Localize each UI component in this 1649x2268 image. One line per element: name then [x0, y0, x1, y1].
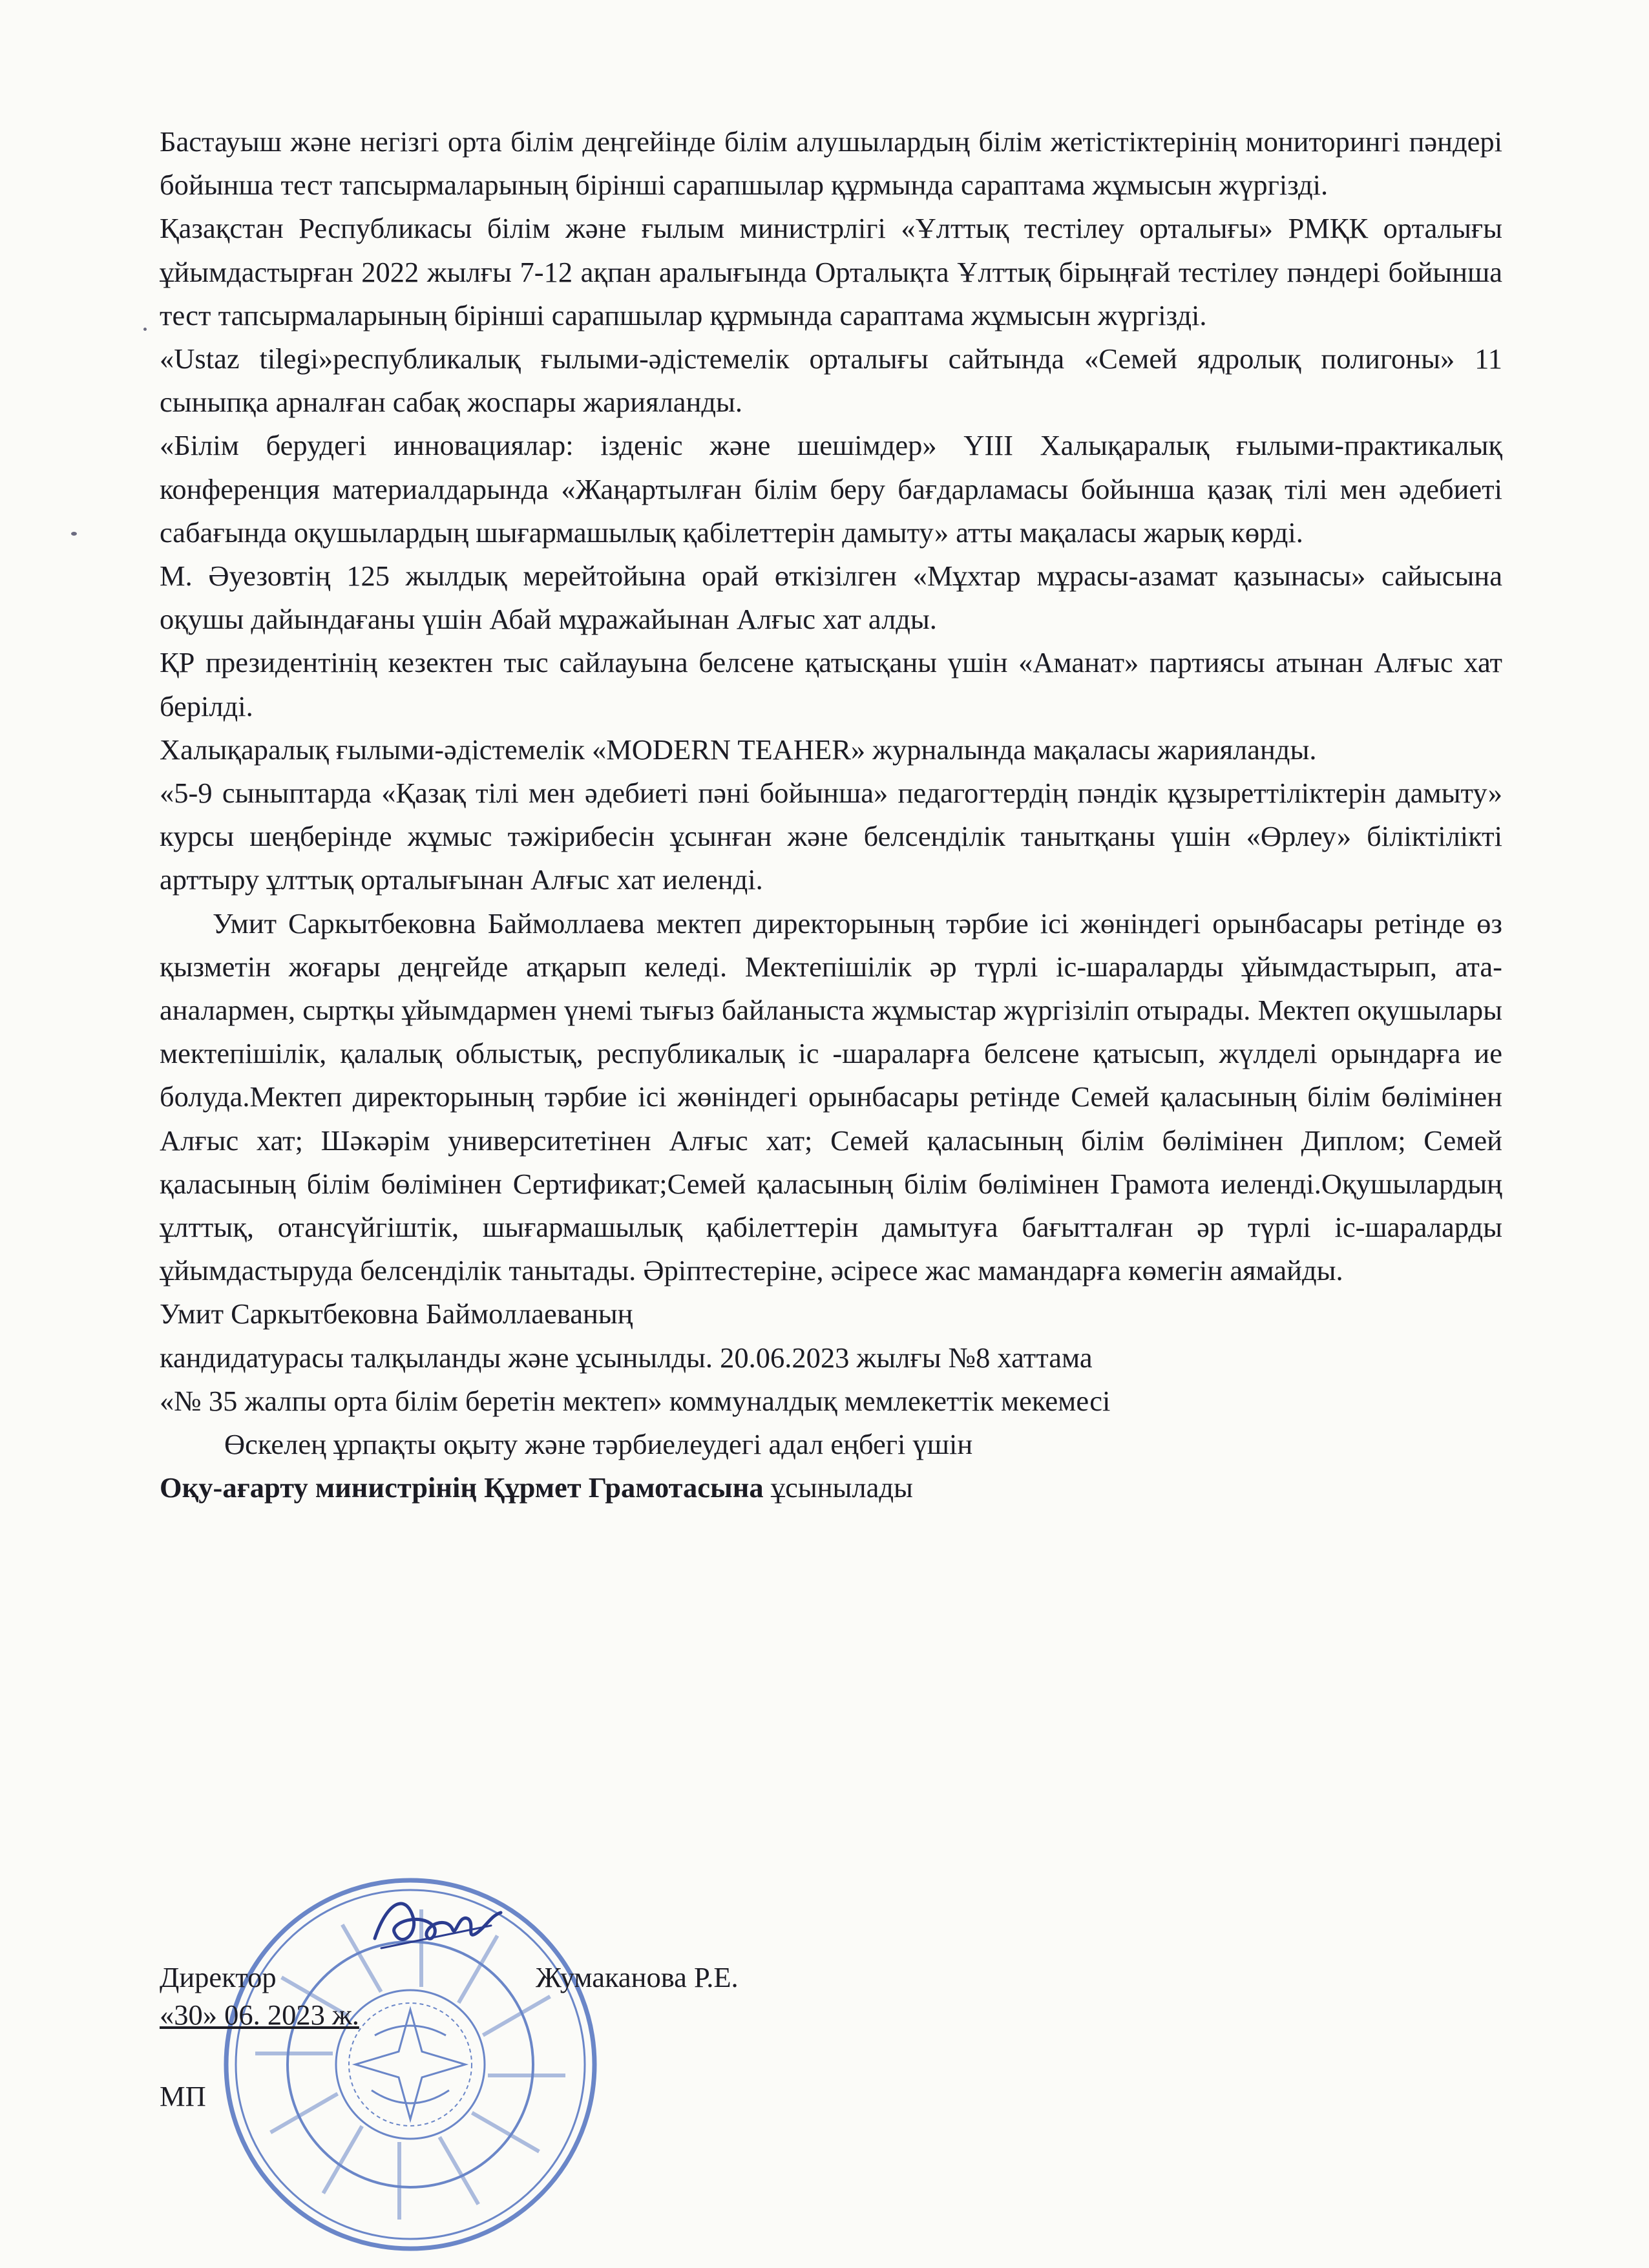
- paragraph-orleu: «5-9 сыныптарда «Қазақ тілі мен әдебиеті пәні бойынша» педагогтердің пәндік құзыреттіліктерін дамыту» курсы шеңберінде жұмыс тәжірибесін ұсынған және белсенділік танытқаны үшін «Өрлеу» біліктілікті арттыру ұлттық орталығынан Алғыс хат иеленді.: [160, 777, 1502, 896]
- award-line: [160, 1466, 1502, 1509]
- paragraph-characteristic: Умит Саркытбековна Баймоллаева мектеп директорының тәрбие ісі жөніндегі орынбасары ретінде өз қызметін жоғары деңгейде атқарып келеді. Мектепішілік әр түрлі іс-шараларды ұйымдастырып, ата-аналармен, сыртқы ұйымдармен үнемі тығыз байланыста жұмыстар жүргізіліп отырады. Мектеп оқушылары мектепішілік, қалалық облыстық, республикалық іс -шараларға белсене қатысып, жүлделі орындарға ие болуда.Мектеп директорының тәрбие ісі жөніндегі орынбасары ретінде Семей қаласының білім бөлімінен Алғыс хат; Шәкәрім университетінен Алғыс хат; Семей қаласының білім бөлімінен Диплом; Семей қаласының білім бөлімінен Сертификат;Семей қаласының білім бөлімінен Грамота иеленді.Оқушылардың ұлттық, отансүйгіштік, шығармашылық қабілеттерін дамытуға бағытталған әр түрлі іс-шараларды ұйымдастыруда белсенділік танытады. Әріптестеріне, әсіресе жас мамандарға көмегін аямайды.: [160, 907, 1502, 1287]
- document-body: [160, 120, 1502, 1510]
- award-name: Оқу-ағарту министрінің Құрмет Грамотасына: [160, 1471, 764, 1504]
- reason-line: Өскелең ұрпақты оқыту және тәрбиелеудегі адал еңбегі үшін: [224, 1428, 973, 1461]
- candidacy-line: кандидатурасы талқыланды және ұсынылды. 20.06.2023 жылғы №8 хаттама: [160, 1341, 1093, 1374]
- scan-speck: [143, 328, 147, 331]
- paragraph-auezov: М. Әуезовтің 125 жылдық мерейтойына орай өткізілген «Мұхтар мұрасы-азамат қазынасы» сайысына оқушы дайындағаны үшін Абай мұражайынан Алғыс хат алды.: [160, 560, 1502, 636]
- paragraph-ustaz-tilegi: «Ustaz tilegi»республикалық ғылыми-әдістемелік орталығы сайтында «Семей ядролық полигоны» 11 сыныпқа арналған сабақ жоспары жарияланды.: [160, 342, 1502, 419]
- paragraph-elections: ҚР президентінің кезектен тыс сайлауына белсене қатысқаны үшін «Аманат» партиясы атынан Алғыс хат берілді.: [160, 646, 1502, 722]
- school-line: «№ 35 жалпы орта білім беретін мектеп» коммуналдық мемлекеттік мекемесі: [160, 1384, 1111, 1417]
- handwritten-signature: [362, 1887, 510, 1964]
- signatory-title: Директор: [160, 1961, 277, 1993]
- signatory-name: Жумаканова Р.Е.: [536, 1961, 739, 1993]
- paragraph-testing-center: Қазақстан Республикасы білім және ғылым министрлігі «Ұлттық тестілеу орталығы» РМҚК орталығы ұйымдастырған 2022 жылғы 7-12 ақпан аралығында Орталықта Ұлттық бірыңғай тестілеу пәндері бойынша тест тапсырмаларының бірінші сарапшылар құрмында сараптама жұмысын жүргізді.: [160, 212, 1502, 331]
- signature-date: «30» 06. 2023 ж.: [160, 1999, 359, 2031]
- candidate-name-line: Умит Саркытбековна Баймоллаеваның: [160, 1297, 633, 1330]
- paragraph-monitoring: Бастауыш және негізгі орта білім деңгейінде білім алушылардың білім жетістіктерінің мониторингі пәндері бойынша тест тапсырмаларының бірінші сарапшылар құрмында сараптама жұмысын жүргізді.: [160, 125, 1502, 202]
- paragraph-journal: Халықаралық ғылыми-әдістемелік «MODERN TEAHER» журналында мақаласы жарияланды.: [160, 733, 1317, 766]
- award-suffix: ұсынылады: [763, 1471, 913, 1504]
- paragraph-conference: «Білім берудегі инновациялар: ізденіс және шешімдер» YIII Халықаралық ғылыми-практикалық конференция материалдарында «Жаңартылған білім беру бағдарламасы бойынша қазақ тілі мен әдебиеті сабағында оқушылардың шығармашылық қабілеттерін дамыту» атты мақаласы жарық көрді.: [160, 429, 1502, 549]
- scan-speck: [71, 532, 77, 536]
- stamp-place-label: МП: [160, 2080, 206, 2112]
